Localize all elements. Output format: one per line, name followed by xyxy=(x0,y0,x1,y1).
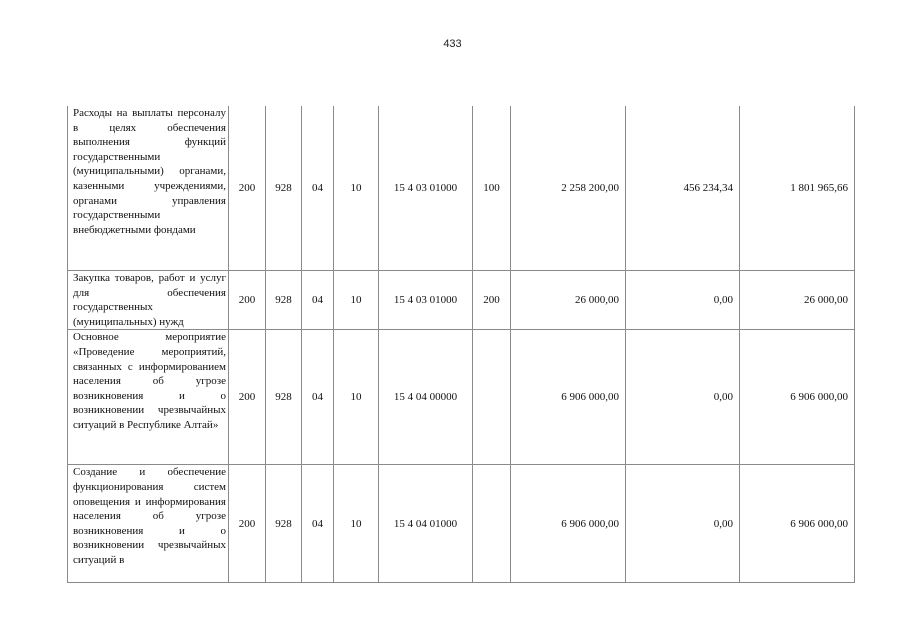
cell-section-code: 04 xyxy=(302,465,334,583)
cell-target-article: 15 4 03 01000 xyxy=(379,106,473,271)
cell-admin-code: 200 xyxy=(229,465,266,583)
cell-section-code: 04 xyxy=(302,271,334,330)
table-row xyxy=(68,465,855,583)
cell-admin-code: 200 xyxy=(229,271,266,330)
cell-target-article: 15 4 04 00000 xyxy=(379,330,473,465)
cell-name: Основное мероприятие «Проведение мероприятий, связанных с информированием населения об угрозе возникновения и о возникновении чрезвычайных ситуаций в Республике Алтай» xyxy=(68,330,229,465)
cell-remainder-amount: 6 906 000,00 xyxy=(740,465,855,583)
cell-subsection-code: 10 xyxy=(334,106,379,271)
cell-executed-amount: 456 234,34 xyxy=(626,106,740,271)
cell-section-code: 04 xyxy=(302,106,334,271)
budget-table xyxy=(67,106,855,583)
cell-name: Расходы на выплаты персоналу в целях обеспечения выполнения функций государственными (муниципальными) органами, казенными учреждениями, органами управления государственными внебюджетными фондами xyxy=(68,106,229,271)
cell-planned-amount: 6 906 000,00 xyxy=(511,330,626,465)
cell-name: Создание и обеспечение функционирования систем оповещения и информирования населения об угрозе возникновения и о возникновении чрезвычайных ситуаций в xyxy=(68,465,229,583)
cell-executed-amount: 0,00 xyxy=(626,330,740,465)
cell-executed-amount: 0,00 xyxy=(626,465,740,583)
cell-subsection-code: 10 xyxy=(334,271,379,330)
cell-planned-amount: 26 000,00 xyxy=(511,271,626,330)
cell-ministry-code: 928 xyxy=(266,106,302,271)
cell-remainder-amount: 1 801 965,66 xyxy=(740,106,855,271)
page-number: 433 xyxy=(443,38,462,50)
cell-admin-code: 200 xyxy=(229,106,266,271)
cell-remainder-amount: 26 000,00 xyxy=(740,271,855,330)
table-row xyxy=(68,330,855,465)
table-row xyxy=(68,106,855,271)
cell-expense-type: 200 xyxy=(473,271,511,330)
cell-target-article: 15 4 04 01000 xyxy=(379,465,473,583)
cell-subsection-code: 10 xyxy=(334,330,379,465)
cell-target-article: 15 4 03 01000 xyxy=(379,271,473,330)
table-row xyxy=(68,271,855,330)
cell-planned-amount: 2 258 200,00 xyxy=(511,106,626,271)
cell-expense-type: 100 xyxy=(473,106,511,271)
cell-executed-amount: 0,00 xyxy=(626,271,740,330)
cell-admin-code: 200 xyxy=(229,330,266,465)
cell-ministry-code: 928 xyxy=(266,465,302,583)
cell-expense-type xyxy=(473,465,511,583)
cell-name: Закупка товаров, работ и услуг для обеспечения государственных (муниципальных) нужд xyxy=(68,271,229,330)
cell-ministry-code: 928 xyxy=(266,330,302,465)
cell-planned-amount: 6 906 000,00 xyxy=(511,465,626,583)
cell-remainder-amount: 6 906 000,00 xyxy=(740,330,855,465)
cell-ministry-code: 928 xyxy=(266,271,302,330)
table-body xyxy=(68,106,855,583)
cell-section-code: 04 xyxy=(302,330,334,465)
cell-subsection-code: 10 xyxy=(334,465,379,583)
cell-expense-type xyxy=(473,330,511,465)
